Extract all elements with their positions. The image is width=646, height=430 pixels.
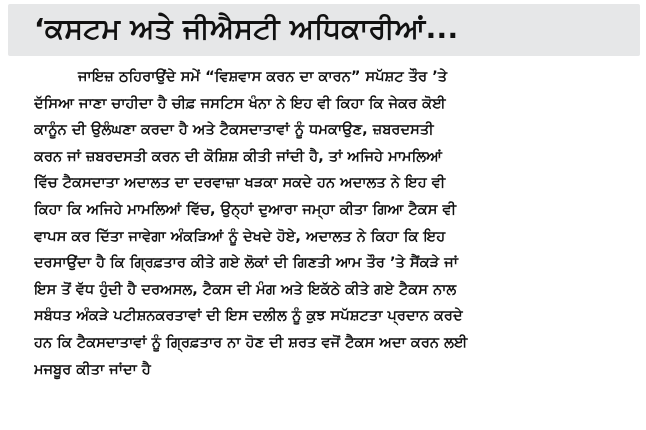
headline: ‘ਕਸਟਮ ਅਤੇ ਜੀਐਸਟੀ ਅਧਿਕਾਰੀਆਂ... xyxy=(34,12,459,45)
body-line-8: ਦਰਸਾਉਂਦਾ ਹੈ ਕਿ ਗ੍ਰਿਫ਼ਤਾਰ ਕੀਤੇ ਗਏ ਲੋਕਾਂ ਦੀ ਗਿਣਤੀ ਆਮ ਤੌਰ ’ਤੇ ਸੈਂਕੜੇ ਜਾਂ xyxy=(34,254,458,272)
body-line-11: ਹਨ ਕਿ ਟੈਕਸਦਾਤਾਵਾਂ ਨੂੰ ਗ੍ਰਿਫ਼ਤਾਰ ਨਾ ਹੋਣ ਦੀ ਸ਼ਰਤ ਵਜੋਂ ਟੈਕਸ ਅਦਾ ਕਰਨ ਲਈ xyxy=(34,333,468,351)
article-body xyxy=(34,64,634,383)
body-line-10: ਸਬੰਧਤ ਅੰਕੜੇ ਪਟੀਸ਼ਨਕਰਤਾਵਾਂ ਦੀ ਇਸ ਦਲੀਲ ਨੂੰ ਕੁਝ ਸਪੱਸ਼ਟਤਾ ਪ੍ਰਦਾਨ ਕਰਦੇ xyxy=(34,307,463,325)
body-line-6: ਕਿਹਾ ਕਿ ਅਜਿਹੇ ਮਾਮਲਿਆਂ ਵਿੱਚ, ਉਨ੍ਹਾਂ ਦੁਆਰਾ ਜਮ੍ਹਾ ਕੀਤਾ ਗਿਆ ਟੈਕਸ ਵੀ xyxy=(34,200,457,218)
body-line-3: ਕਾਨੂੰਨ ਦੀ ਉਲੰਘਣਾ ਕਰਦਾ ਹੈ ਅਤੇ ਟੈਕਸਦਾਤਾਵਾਂ ਨੂੰ ਧਮਕਾਉਣ, ਜ਼ਬਰਦਸਤੀ xyxy=(34,121,434,139)
body-line-9: ਇਸ ਤੋਂ ਵੱਧ ਹੁੰਦੀ ਹੈ ਦਰਅਸਲ, ਟੈਕਸ ਦੀ ਮੰਗ ਅਤੇ ਇਕੱਠੇ ਕੀਤੇ ਗਏ ਟੈਕਸ ਨਾਲ xyxy=(34,280,457,298)
body-line-2: ਦੱਸਿਆ ਜਾਣਾ ਚਾਹੀਦਾ ਹੈ ਚੀਫ਼ ਜਸਟਿਸ ਖੰਨਾ ਨੇ ਇਹ ਵੀ ਕਿਹਾ ਕਿ ਜੇਕਰ ਕੋਈ xyxy=(34,94,446,112)
headline-band xyxy=(8,4,640,56)
body-line-1: ਜਾਇਜ਼ ਠਹਿਰਾਉਂਦੇ ਸਮੇਂ “ਵਿਸ਼ਵਾਸ ਕਰਨ ਦਾ ਕਾਰਨ” ਸਪੱਸ਼ਟ ਤੌਰ ’ਤੇ xyxy=(78,68,448,85)
body-line-7: ਵਾਪਸ ਕਰ ਦਿੱਤਾ ਜਾਵੇਗਾ ਅੰਕੜਿਆਂ ਨੂੰ ਦੇਖਦੇ ਹੋਏ, ਅਦਾਲਤ ਨੇ ਕਿਹਾ ਕਿ ਇਹ xyxy=(34,227,446,245)
body-line-4: ਕਰਨ ਜਾਂ ਜ਼ਬਰਦਸਤੀ ਕਰਨ ਦੀ ਕੋਸ਼ਿਸ਼ ਕੀਤੀ ਜਾਂਦੀ ਹੈ, ਤਾਂ ਅਜਿਹੇ ਮਾਮਲਿਆਂ xyxy=(34,147,443,165)
body-line-12: ਮਜਬੂਰ ਕੀਤਾ ਜਾਂਦਾ ਹੈ xyxy=(34,360,151,378)
body-line-5: ਵਿੱਚ ਟੈਕਸਦਾਤਾ ਅਦਾਲਤ ਦਾ ਦਰਵਾਜ਼ਾ ਖੜਕਾ ਸਕਦੇ ਹਨ ਅਦਾਲਤ ਨੇ ਇਹ ਵੀ xyxy=(34,174,446,192)
